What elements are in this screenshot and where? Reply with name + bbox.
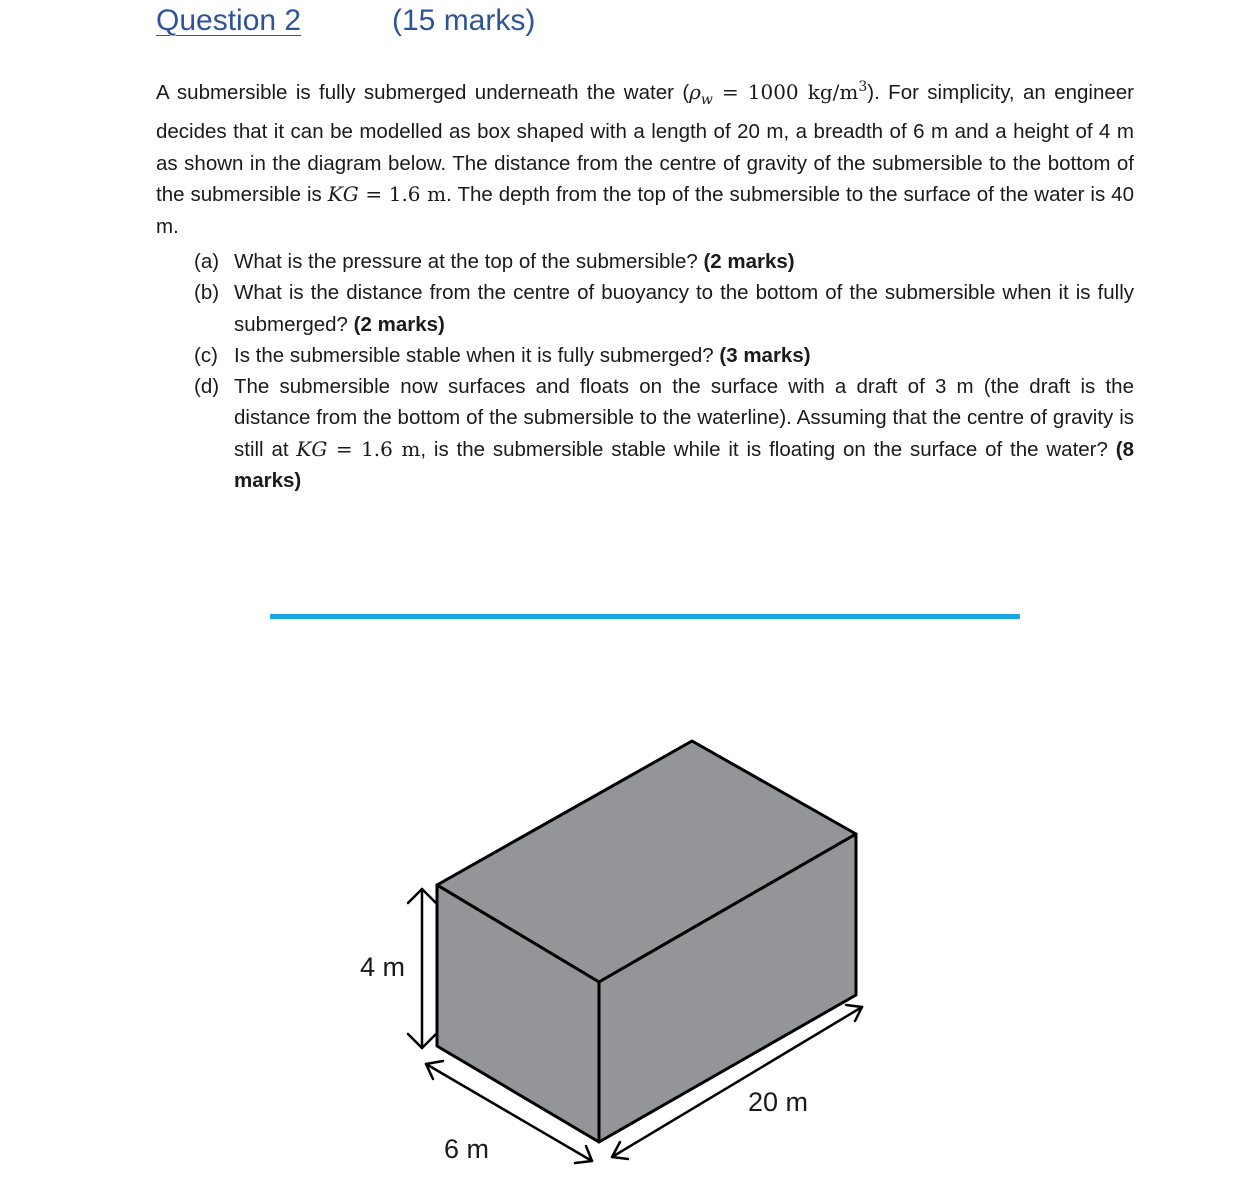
kg-symbol: KG [296,436,328,461]
kg-symbol: KG [327,182,359,207]
intro-text-2: ). For simplicity, an engineer decides that it can be modelled as box shaped with a length of 20 m, a breadth of 6 m and a height of 4 m as shown in the diagram below. The distance from the centre of gravity of the submersible to the bottom of the submersible is [156,80,1134,207]
part-text: What is the pressure at the top of the submersible? [234,250,704,273]
part-label: (c) [194,343,218,367]
kg-value: = 1.6 m [358,182,447,207]
rho-value: = 1000 kg/m [712,79,859,104]
part-marks: (2 marks) [703,250,795,273]
intro-text-3: . The depth from the top of the submersible to the surface of the water is 40 m. [156,183,1134,238]
length-arrowhead-start [612,1142,628,1159]
length-label: 20 m [748,1087,809,1117]
part-text: What is the distance from the centre of buoyancy to the bottom of the submersible when it is fully submerged? [234,281,1134,336]
part-marks: (8 marks) [234,437,1134,493]
part-marks: (2 marks) [353,312,445,336]
part-label: (d) [194,375,220,399]
rho-exponent: 3 [858,79,868,95]
rho-symbol: ρ [689,79,701,104]
part-marks: (3 marks) [719,343,811,367]
question-marks: (15 marks) [392,4,536,37]
part-text-cont: , is the submersible stable while it is floating on the surface of the water? [420,437,1116,461]
part-label: (b) [194,281,220,305]
rho-subscript: w [700,91,713,108]
height-label: 4 m [360,952,406,982]
intro-text-1: A submersible is fully submerged underneath the water ( [156,80,690,104]
part-text: The submersible now surfaces and floats on the surface with a draft of 3 m (the draft is the distance from the bottom of the submersible to the waterline). Assuming that the centre of gravity is still at [234,375,1134,461]
part-label: (a) [194,250,220,273]
breadth-label: 6 m [444,1134,490,1164]
part-text: Is the submersible stable when it is fully submerged? [234,343,720,367]
kg-value: = 1.6 m [327,436,421,461]
breadth-arrowhead-end [575,1146,592,1163]
question-title: Question 2 [156,4,302,37]
